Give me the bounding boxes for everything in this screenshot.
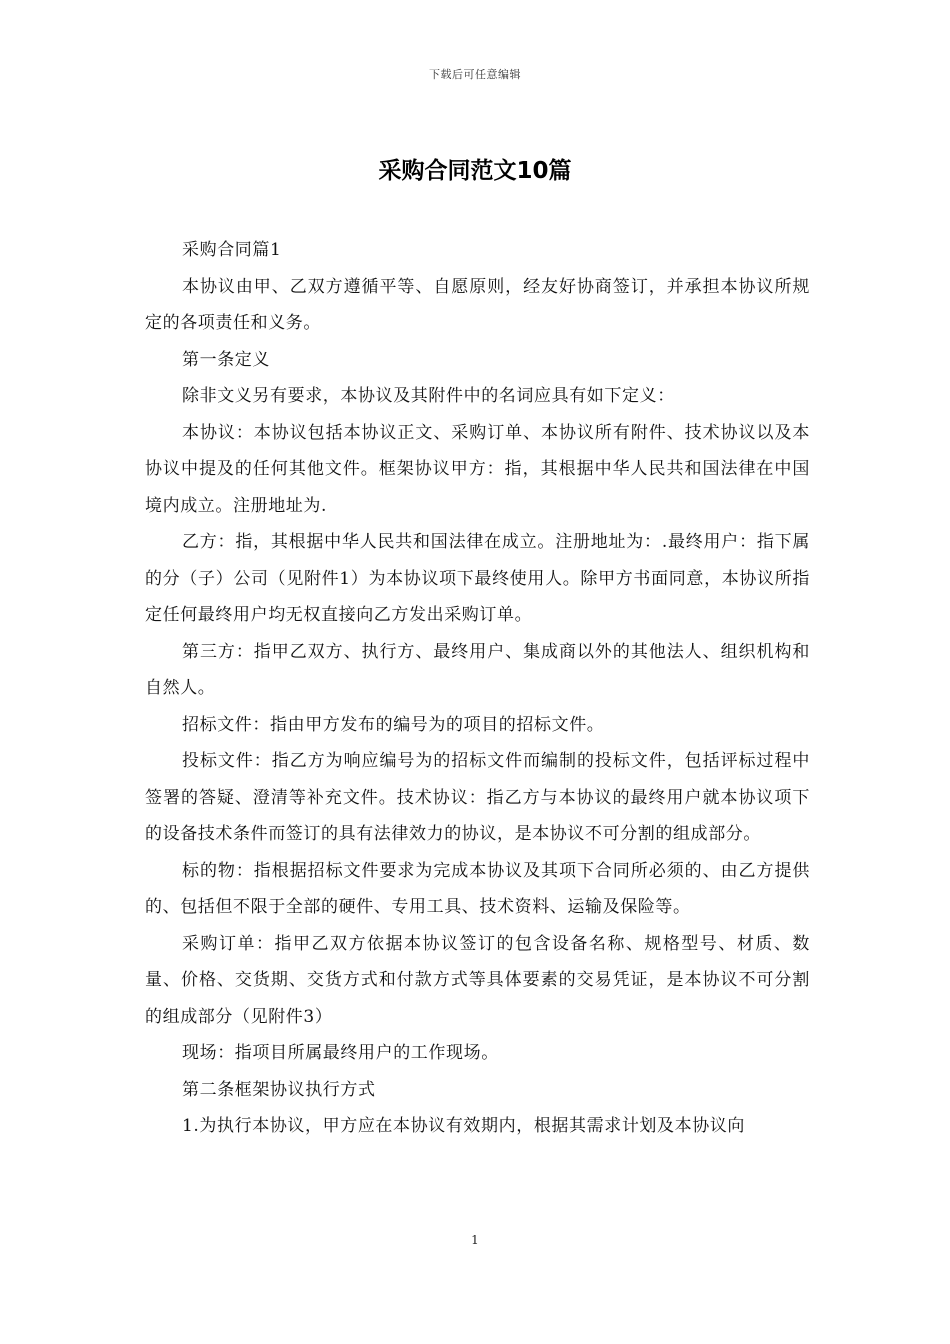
article-heading: 第一条定义 — [182, 349, 270, 370]
body-paragraph: 采购订单：指甲乙双方依据本协议签订的包含设备名称、规格型号、材质、数量、价格、交货期、交货方式和付款方式等具体要素的交易凭证，是本协议不可分割的组成部分（见附件3） — [145, 933, 810, 1027]
body-paragraph: 1.为执行本协议，甲方应在本协议有效期内，根据其需求计划及本协议向 — [182, 1116, 746, 1136]
document-body — [145, 232, 810, 1145]
document-title: 采购合同范文10篇 — [378, 158, 572, 184]
body-paragraph: 标的物：指根据招标文件要求为完成本协议及其项下合同所必须的、由乙方提供的、包括但不限于全部的硬件、专用工具、技术资料、运输及保险等。 — [145, 860, 810, 917]
body-paragraph: 第三方：指甲乙双方、执行方、最终用户、集成商以外的其他法人、组织机构和自然人。 — [145, 641, 810, 698]
header-note: 下载后可任意编辑 — [429, 68, 521, 81]
body-paragraph: 招标文件：指由甲方发布的编号为的项目的招标文件。 — [182, 714, 605, 735]
page-number: 1 — [471, 1233, 479, 1247]
body-paragraph: 本协议由甲、乙双方遵循平等、自愿原则，经友好协商签订，并承担本协议所规定的各项责任和义务。 — [145, 276, 810, 333]
article-heading: 第二条框架协议执行方式 — [182, 1079, 376, 1100]
body-paragraph: 现场：指项目所属最终用户的工作现场。 — [182, 1043, 499, 1063]
body-paragraph: 除非文义另有要求，本协议及其附件中的名词应具有如下定义： — [182, 386, 675, 406]
body-paragraph: 乙方：指，其根据中华人民共和国法律在成立。注册地址为：.最终用户：指下属的分（子）公司（见附件1）为本协议项下最终使用人。除甲方书面同意，本协议所指定任何最终用户均无权直接向乙方发出采购订单。 — [145, 532, 810, 625]
section-heading: 采购合同篇1 — [182, 240, 282, 260]
body-paragraph: 投标文件：指乙方为响应编号为的招标文件而编制的投标文件，包括评标过程中签署的答疑、澄清等补充文件。技术协议：指乙方与本协议的最终用户就本协议项下的设备技术条件而签订的具有法律效力的协议，是本协议不可分割的组成部分。 — [145, 751, 810, 844]
body-paragraph: 本协议：本协议包括本协议正文、采购订单、本协议所有附件、技术协议以及本协议中提及的任何其他文件。框架协议甲方：指，其根据中华人民共和国法律在中国境内成立。注册地址为. — [145, 422, 810, 516]
